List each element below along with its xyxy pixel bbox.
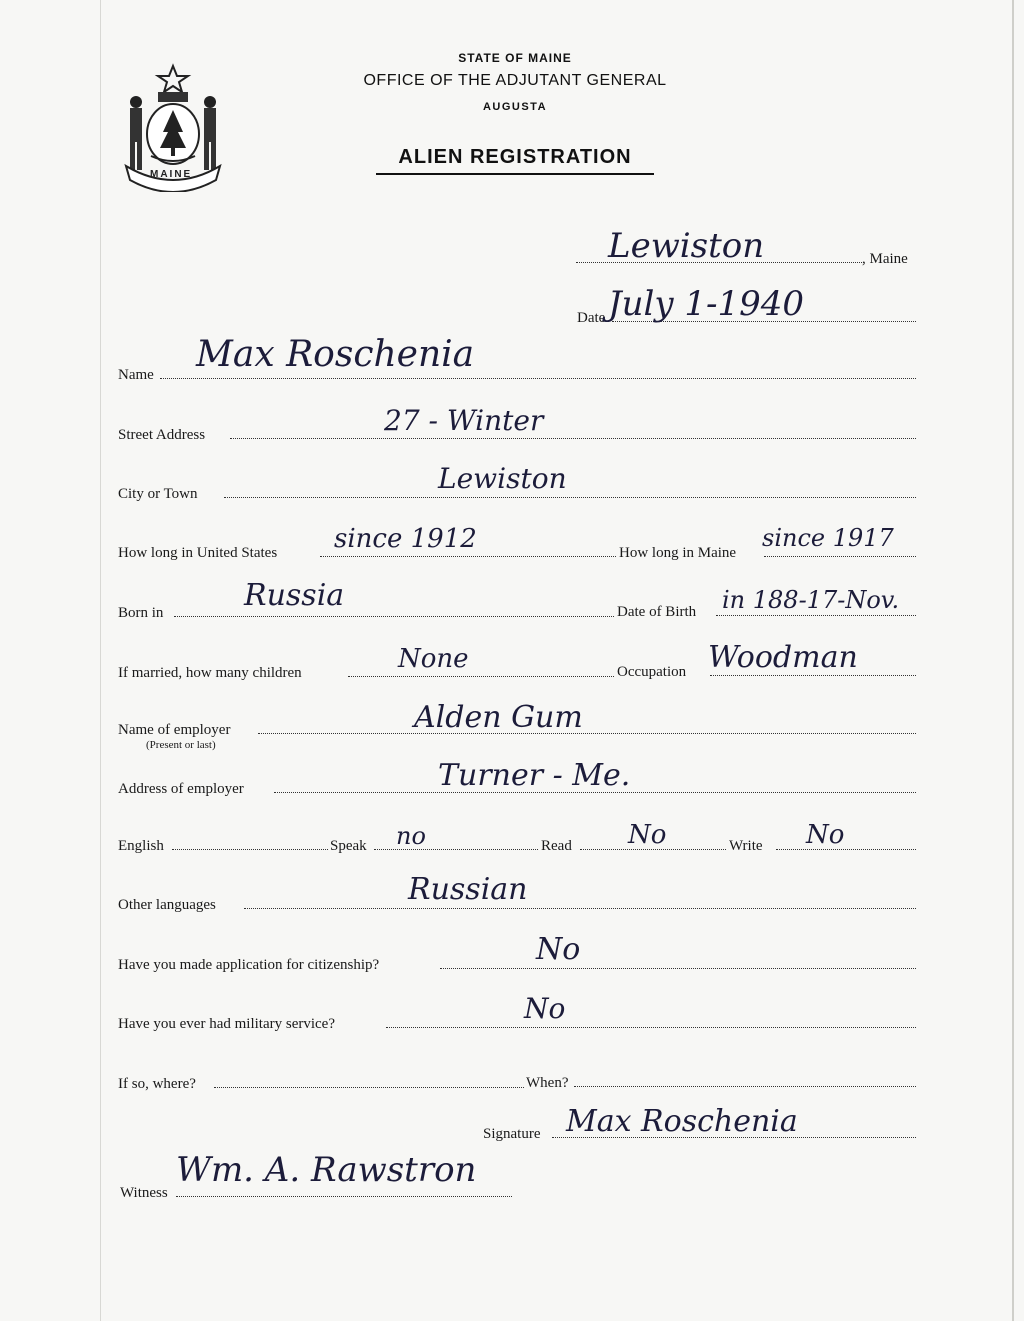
military-line [386, 1027, 916, 1028]
when-line [574, 1086, 916, 1087]
witness-entry: Wm. A. Rawstron [176, 1150, 477, 1190]
english-label: English [118, 838, 164, 854]
read-label: Read [541, 838, 572, 854]
when-label: When? [526, 1075, 569, 1091]
form-title: ALIEN REGISTRATION [398, 146, 632, 168]
seal-label: MAINE [150, 169, 193, 180]
speak-entry: no [396, 822, 426, 850]
header-office: OFFICE OF THE ADJUTANT GENERAL [363, 72, 667, 89]
other-languages-label: Other languages [118, 897, 216, 913]
employer-address-label: Address of employer [118, 781, 244, 797]
maine-label: , Maine [862, 251, 908, 267]
date-label: Date [577, 310, 606, 326]
date-of-birth-entry: in 188-17-Nov. [722, 586, 900, 614]
how-long-us-line [320, 556, 616, 557]
street-line [230, 438, 916, 439]
city-line [224, 497, 916, 498]
born-in-entry: Russia [244, 578, 345, 613]
citizenship-label: Have you made application for citizenship? [118, 957, 380, 973]
write-line [776, 849, 916, 850]
city-entry: Lewiston [438, 462, 567, 495]
if-so-where-label: If so, where? [118, 1076, 196, 1092]
citizenship-line [440, 968, 916, 969]
if-so-where-line [214, 1087, 524, 1088]
name-label: Name [118, 367, 154, 383]
speak-label: Speak [330, 838, 367, 854]
how-long-us-label: How long in United States [118, 545, 278, 561]
citizenship-entry: No [536, 932, 581, 967]
name-line [160, 378, 916, 379]
page-edge-right [1012, 0, 1014, 1321]
header-state: STATE OF MAINE [458, 51, 572, 65]
read-entry: No [628, 820, 667, 850]
other-languages-entry: Russian [408, 872, 528, 907]
military-label: Have you ever had military service? [118, 1016, 335, 1032]
how-long-maine-line [764, 556, 916, 557]
signature-label: Signature [483, 1126, 541, 1142]
born-in-line [174, 616, 614, 617]
employer-address-entry: Turner - Me. [438, 758, 631, 793]
children-label: If married, how many children [118, 665, 302, 681]
date-of-birth-label: Date of Birth [617, 604, 697, 620]
employer-label: Name of employer [118, 722, 231, 738]
how-long-maine-label: How long in Maine [619, 545, 737, 561]
write-entry: No [806, 820, 845, 850]
write-label: Write [729, 838, 763, 854]
children-entry: None [398, 644, 469, 674]
occupation-line [710, 675, 916, 676]
header-city: AUGUSTA [482, 101, 548, 113]
street-label: Street Address [118, 427, 206, 443]
born-in-label: Born in [118, 605, 164, 621]
page-edge-left [100, 0, 101, 1321]
occupation-entry: Woodman [708, 640, 858, 675]
occupation-label: Occupation [617, 664, 687, 680]
english-line [172, 849, 328, 850]
how-long-us-entry: since 1912 [334, 524, 477, 554]
witness-line [176, 1196, 512, 1197]
employer-sublabel: (Present or last) [146, 739, 216, 751]
signature-entry: Max Roschenia [566, 1104, 798, 1139]
employer-entry: Alden Gum [414, 700, 583, 735]
other-languages-line [244, 908, 916, 909]
street-entry: 27 - Winter [384, 404, 544, 437]
military-entry: No [524, 992, 566, 1025]
name-entry: Max Roschenia [196, 334, 475, 375]
date-entry: July 1-1940 [608, 284, 805, 324]
witness-label: Witness [120, 1185, 168, 1201]
title-underline [376, 173, 654, 175]
children-line [348, 676, 614, 677]
how-long-maine-entry: since 1917 [762, 524, 894, 552]
employer-line [258, 733, 916, 734]
date-of-birth-line [716, 615, 916, 616]
town-entry: Lewiston [608, 226, 765, 266]
city-label: City or Town [118, 486, 198, 502]
